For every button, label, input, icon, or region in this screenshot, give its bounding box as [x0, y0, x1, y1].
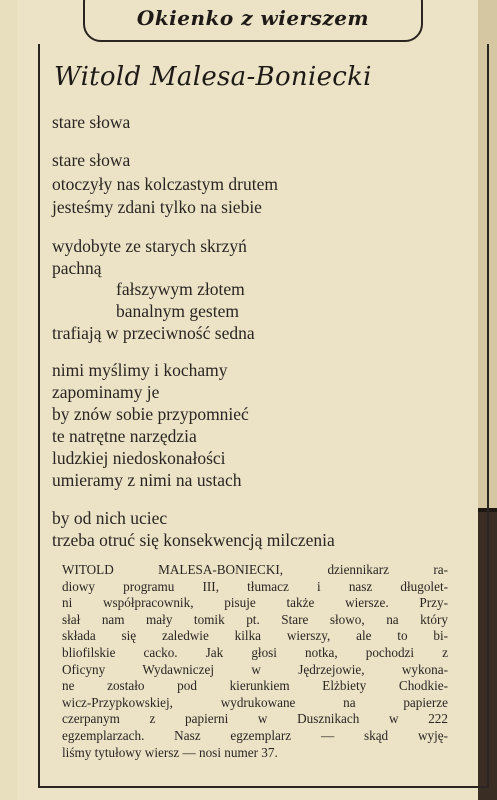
poem-line: te natrętne narzędzia: [52, 426, 197, 446]
poem-line: stare słowa: [52, 150, 131, 170]
poem-line: fałszywym złotem: [116, 279, 245, 299]
poem-line: by od nich uciec: [52, 508, 168, 528]
note-line: egzemplarzach. Nasz egzemplarz — skąd wyję-: [62, 727, 448, 743]
note-line: bliofilskie cacko. Jak głosi notka, pochodzi z: [62, 644, 448, 660]
note-line: składa się zaledwie kilka wierszy, ale to bi-: [62, 628, 448, 644]
note-line: diowy programu III, tłumacz i nasz długolet-: [62, 578, 448, 594]
column-title: Okienko z wierszem: [136, 6, 370, 30]
poem-line: banalnym gestem: [116, 301, 239, 321]
poem-line: umieramy z nimi na ustach: [52, 470, 242, 490]
author-name: Witold Malesa-Boniecki: [54, 62, 372, 92]
frame-rule-bottom: [38, 786, 489, 788]
note-line: słał nam mały tomik pt. Stare słowo, na który: [62, 611, 448, 627]
poem-line: zapominamy je: [52, 382, 160, 402]
page-edge-left: [0, 0, 17, 800]
frame-rule-right: [487, 44, 489, 788]
poem-line: ludzkiej niedoskonałości: [52, 448, 226, 468]
note-line: wicz-Przypkowskiej, wydrukowane na papierze: [62, 694, 448, 710]
poem-line: trzeba otruć się konsekwencją milczenia: [52, 530, 335, 550]
note-line: WITOLD MALESA-BONIECKI, dziennikarz ra-: [62, 562, 448, 577]
poem-line: nimi myślimy i kochamy: [52, 360, 228, 380]
poem-line: jesteśmy zdani tylko na siebie: [52, 197, 262, 217]
poem-line: pachną: [52, 258, 102, 278]
note-line: czerpanym z papierni w Dusznikach w 222: [62, 711, 448, 727]
editorial-note: [62, 562, 448, 761]
poem-line: by znów sobie przypomnieć: [52, 404, 249, 424]
poem-line: trafiają w przeciwność sedna: [52, 323, 255, 343]
note-line: ne zostało pod kierunkiem Elżbiety Chodkie-: [62, 678, 448, 694]
poem-title: stare słowa: [52, 112, 131, 132]
note-line: ni współpracownik, pisuje także wiersze. Przy-: [62, 595, 448, 611]
poem-line: wydobyte ze starych skrzyń: [52, 236, 247, 256]
poem-line: otoczyły nas kolczastym drutem: [52, 174, 278, 194]
frame-rule-left: [38, 44, 40, 788]
note-line: Oficyny Wydawniczej w Jędrzejowie, wykona-: [62, 661, 448, 677]
note-line: liśmy tytułowy wiersz — nosi numer 37.: [62, 744, 278, 760]
